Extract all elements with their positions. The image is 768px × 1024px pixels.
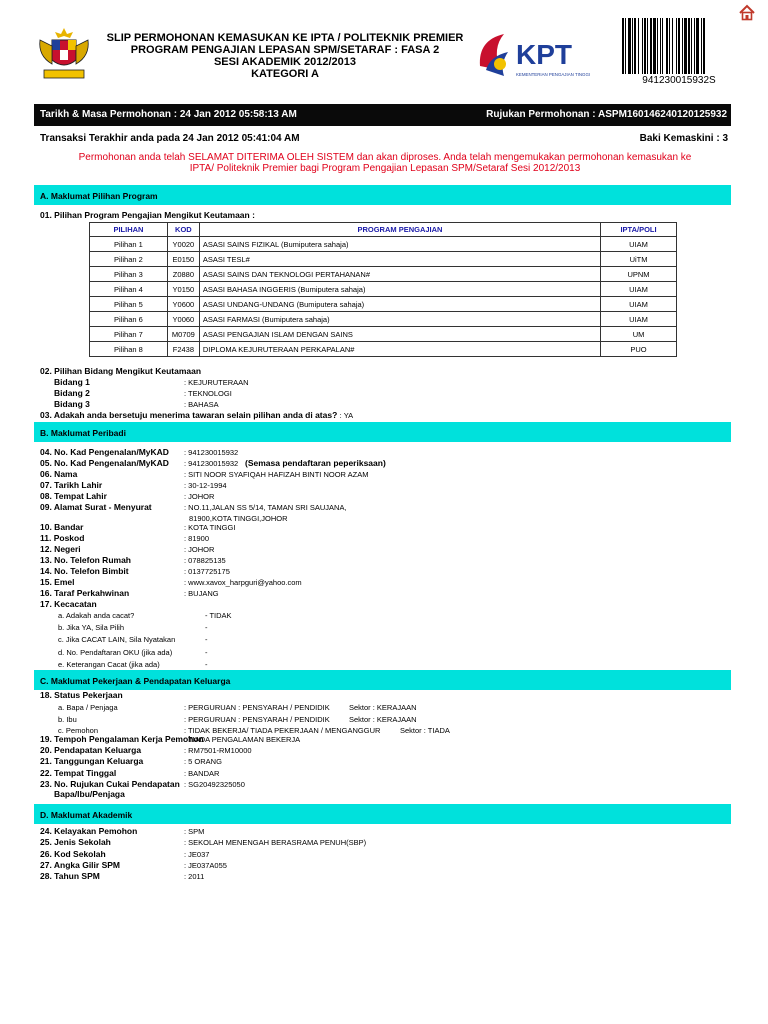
section-b-header [34,422,731,442]
column-header: PILIHAN [90,223,168,237]
choice-cell: Pilihan 1 [90,237,168,252]
status-value: : PERGURUAN : PENSYARAH / PENDIDIK [184,714,330,724]
institution-cell: UM [601,327,677,342]
application-date: Tarikh & Masa Permohonan : 24 Jan 2012 05:58:13 AM [40,109,297,120]
field-value: : NO.11,JALAN SS 5/14, TAMAN SRI SAUJANA, [184,503,347,512]
barcode-bar [703,18,705,74]
disability-value: - [205,659,208,669]
field-value: : 5 ORANG [184,757,222,767]
code-cell: Y0600 [167,297,199,312]
field-label: 22. Tempat Tinggal [40,767,117,778]
table-row [90,312,677,327]
field-label: 17. Kecacatan [40,599,97,609]
sector-value: Sektor : KERAJAAN [349,703,417,712]
institution-cell: UIAM [601,237,677,252]
code-cell: M0709 [167,327,199,342]
last-transaction: Transaksi Terakhir anda pada 24 Jan 2012 05:41:04 AM [40,133,300,144]
field-label: 05. No. Kad Pengenalan/MyKAD [40,458,169,468]
barcode-bar [644,18,646,74]
field-value: : KOTA TINGGI [184,523,236,532]
field-label: 16. Taraf Perkahwinan [40,588,130,598]
barcode-bar [642,18,643,74]
field-label: 10. Bandar [40,522,84,532]
barcode-bar [682,18,683,74]
barcode-bar [691,18,692,74]
field-value: : RM7501-RM10000 [184,746,252,756]
section-a-header [34,185,731,205]
question-02: 02. Pilihan Bidang Mengikut Keutamaan [40,366,202,376]
field-value: : 0137725175 [184,567,230,576]
field-label: 24. Kelayakan Pemohon [40,826,138,836]
field-value: : 81900 [184,534,210,543]
notice-line: IPTA/ Politeknik Premier bagi Program Pengajian Lepasan SPM/Setaraf Sesi 2012/2013 [189,163,581,174]
title-line: KATEGORI A [251,68,319,80]
malaysia-crest-logo [34,26,94,84]
field-label: 27. Angka Gilir SPM [40,859,120,870]
barcode-bar [694,18,695,74]
title-line: SESI AKADEMIK 2012/2013 [213,56,357,68]
section-c-header [34,670,731,690]
program-cell: ASASI FARMASI (Bumiputera sahaja) [199,312,600,327]
program-cell: ASASI SAINS DAN TEKNOLOGI PERTAHANAN# [199,267,600,282]
kpt-logo-subtext: KEMENTERIAN PENGAJIAN TINGGI [516,72,591,77]
application-info-bar [34,104,731,126]
code-cell: E0150 [167,252,199,267]
success-notice [60,152,710,174]
section-title: B. Maklumat Peribadi [40,428,126,438]
program-cell: ASASI BAHASA INGGERIS (Bumiputera sahaja) [199,282,600,297]
choice-cell: Pilihan 3 [90,267,168,282]
barcode-bar [678,18,680,74]
institution-cell: UIAM [601,297,677,312]
field-label: 12. Negeri [40,544,81,554]
barcode-bar [662,18,663,74]
field-label: 04. No. Kad Pengenalan/MyKAD [40,447,169,457]
section-d-header [34,804,731,824]
field-label: 28. Tahun SPM [40,871,100,882]
field-value: : 941230015932 [184,459,239,468]
application-reference: Rujukan Permohonan : ASPM160146240120125932 [486,109,727,120]
field-label: 19. Tempoh Pengalaman Kerja Pemohon [40,734,204,744]
field-value: : 078825135 [184,556,226,565]
program-cell: DIPLOMA KEJURUTERAAN PERKAPALAN# [199,342,600,357]
section-title: D. Maklumat Akademik [40,810,133,820]
barcode [620,18,738,76]
barcode-bar [684,18,687,74]
disability-label: a. Adakah anda cacat? [58,611,135,620]
disability-label: b. Jika YA, Sila Pilih [58,623,125,633]
field-value: : SPM [184,827,205,836]
bidang-value: : BAHASA [184,400,219,409]
program-cell: ASASI UNDANG-UNDANG (Bumiputera sahaja) [199,297,600,312]
disability-label: d. No. Pendaftaran OKU (jika ada) [58,647,173,657]
field-label: 20. Pendapatan Keluarga [40,745,142,756]
field-label: 25. Jenis Sekolah [40,837,111,848]
bidang-label: Bidang 2 [54,388,90,398]
question-03-text: 03. Adakah anda bersetuju menerima tawaran selain pilihan anda di atas? [40,410,338,420]
question-03 [40,410,353,420]
field-label: 21. Tanggungan Keluarga [40,756,144,767]
field-value: : 2011 [184,872,205,882]
table-row [90,282,677,297]
program-cell: ASASI TESL# [199,252,600,267]
status-value: : PERGURUAN : PENSYARAH / PENDIDIK [184,703,330,712]
code-cell: Y0020 [167,237,199,252]
disability-value: - [205,623,208,633]
institution-cell: UPNM [601,267,677,282]
field-value: : 30-12-1994 [184,481,227,490]
bidang-value: : TEKNOLOGI [184,389,232,398]
column-header: PROGRAM PENGAJIAN [199,223,600,237]
table-row [90,342,677,357]
barcode-bar [657,18,658,74]
field-label: 26. Kod Sekolah [40,848,106,859]
field-label: 11. Poskod [40,533,85,543]
code-cell: F2438 [167,342,199,357]
field-value: 81900,KOTA TINGGI,JOHOR [189,514,288,523]
choice-cell: Pilihan 7 [90,327,168,342]
program-choices-table [89,222,677,357]
question-01: 01. Pilihan Program Pengajian Mengikut Keutamaan : [40,210,255,220]
section-title: A. Maklumat Pilihan Program [40,191,158,201]
barcode-bar [634,18,636,74]
program-cell: ASASI SAINS FIZIKAL (Bumiputera sahaja) [199,237,600,252]
choice-cell: Pilihan 6 [90,312,168,327]
home-icon[interactable] [738,4,756,22]
barcode-bar [622,18,624,74]
field-label: 06. Nama [40,469,78,479]
field-value: : TIADA PENGALAMAN BEKERJA [184,735,301,744]
disability-value: - [205,647,208,657]
barcode-bar [638,18,639,74]
disability-label: e. Keterangan Cacat (jika ada) [58,659,160,669]
section-title: C. Maklumat Pekerjaan & Pendapatan Keluarga [40,676,231,686]
code-cell: Y0060 [167,312,199,327]
field-value: : www.xavox_harpguri@yahoo.com [184,578,302,587]
status-label: a. Bapa / Penjaga [58,703,118,712]
choice-cell: Pilihan 8 [90,342,168,357]
barcode-bar [632,18,633,74]
field-value: : SEKOLAH MENENGAH BERASRAMA PENUH(SBP) [184,838,367,848]
barcode-bar [625,18,626,74]
table-row [90,297,677,312]
field-note: (Semasa pendaftaran peperiksaan) [245,458,386,468]
title-line: PROGRAM PENGAJIAN LEPASAN SPM/SETARAF : FASA 2 [130,44,440,56]
field-value: : SITI NOOR SYAFIQAH HAFIZAH BINTI NOOR AZAM [184,470,369,479]
status-value: : TIDAK BEKERJA/ TIADA PEKERJAAN / MENGANGGUR [184,726,381,735]
table-row [90,267,677,282]
barcode-bar [696,18,699,74]
bidang-value: : KEJURUTERAAN [184,378,249,387]
barcode-bar [660,18,661,74]
choice-cell: Pilihan 5 [90,297,168,312]
transaction-row [40,133,728,144]
field-label: 14. No. Telefon Bimbit [40,566,129,576]
field-value: : BANDAR [184,768,220,778]
bidang-label: Bidang 3 [54,399,90,409]
field-value: : BUJANG [184,589,219,598]
status-label: b. Ibu [58,714,77,724]
kpt-logo [474,26,598,84]
question-18: 18. Status Pekerjaan [40,690,123,700]
program-cell: ASASI PENGAJIAN ISLAM DENGAN SAINS [199,327,600,342]
barcode-bar [676,18,677,74]
field-value: : JE037A055 [184,860,227,870]
field-value: : JOHOR [184,492,215,501]
barcode-bar [628,18,631,74]
sector-value: Sektor : TIADA [400,726,450,735]
sector-value: Sektor : KERAJAAN [349,714,417,724]
field-label: 23. No. Rujukan Cukai Pendapatan [40,778,180,789]
slip-title [100,32,470,80]
title-line: SLIP PERMOHONAN KEMASUKAN KE IPTA / POLITEKNIK PREMIER [106,32,464,44]
barcode-bar [672,18,673,74]
barcode-bar [653,18,656,74]
table-header-row [90,223,677,237]
code-cell: Y0150 [167,282,199,297]
question-03-value: : YA [339,411,354,420]
barcode-bar [688,18,690,74]
choice-cell: Pilihan 4 [90,282,168,297]
barcode-bar [701,18,702,74]
barcode-number: 941230015932S [642,75,716,86]
field-value: : 941230015932 [184,448,239,457]
table-row [90,252,677,267]
barcode-bar [647,18,648,74]
disability-value: - TIDAK [205,611,232,620]
column-header: KOD [167,223,199,237]
disability-label: c. Jika CACAT LAIN, Sila Nyatakan [58,635,176,645]
field-label: 08. Tempat Lahir [40,491,107,501]
institution-cell: UiTM [601,252,677,267]
question-23-line2: Bapa/Ibu/Penjaga [54,789,125,799]
barcode-bar [669,18,670,74]
field-label: 13. No. Telefon Rumah [40,555,131,565]
code-cell: Z0880 [167,267,199,282]
status-label: c. Pemohon [58,726,99,735]
institution-cell: PUO [601,342,677,357]
bidang-label: Bidang 1 [54,377,90,387]
institution-cell: UIAM [601,312,677,327]
field-value: : JE037 [184,849,210,859]
remaining-updates: Baki Kemaskini : 3 [639,133,728,144]
disability-value: - [205,635,208,645]
field-value: : JOHOR [184,545,215,554]
institution-cell: UIAM [601,282,677,297]
kpt-logo-text: KPT [516,39,572,70]
field-label: 15. Emel [40,577,75,587]
barcode-bar [650,18,652,74]
barcode-bar [666,18,668,74]
field-label: 09. Alamat Surat - Menyurat [40,502,152,512]
column-header: IPTA/POLI [601,223,677,237]
table-row [90,327,677,342]
field-value: : SG20492325050 [184,779,245,789]
table-row [90,237,677,252]
notice-line: Permohonan anda telah SELAMAT DITERIMA OLEH SISTEM dan akan diproses. Anda telah mengemukakan permohonan kemasukan ke [78,152,692,163]
choice-cell: Pilihan 2 [90,252,168,267]
field-label: 07. Tarikh Lahir [40,480,103,490]
